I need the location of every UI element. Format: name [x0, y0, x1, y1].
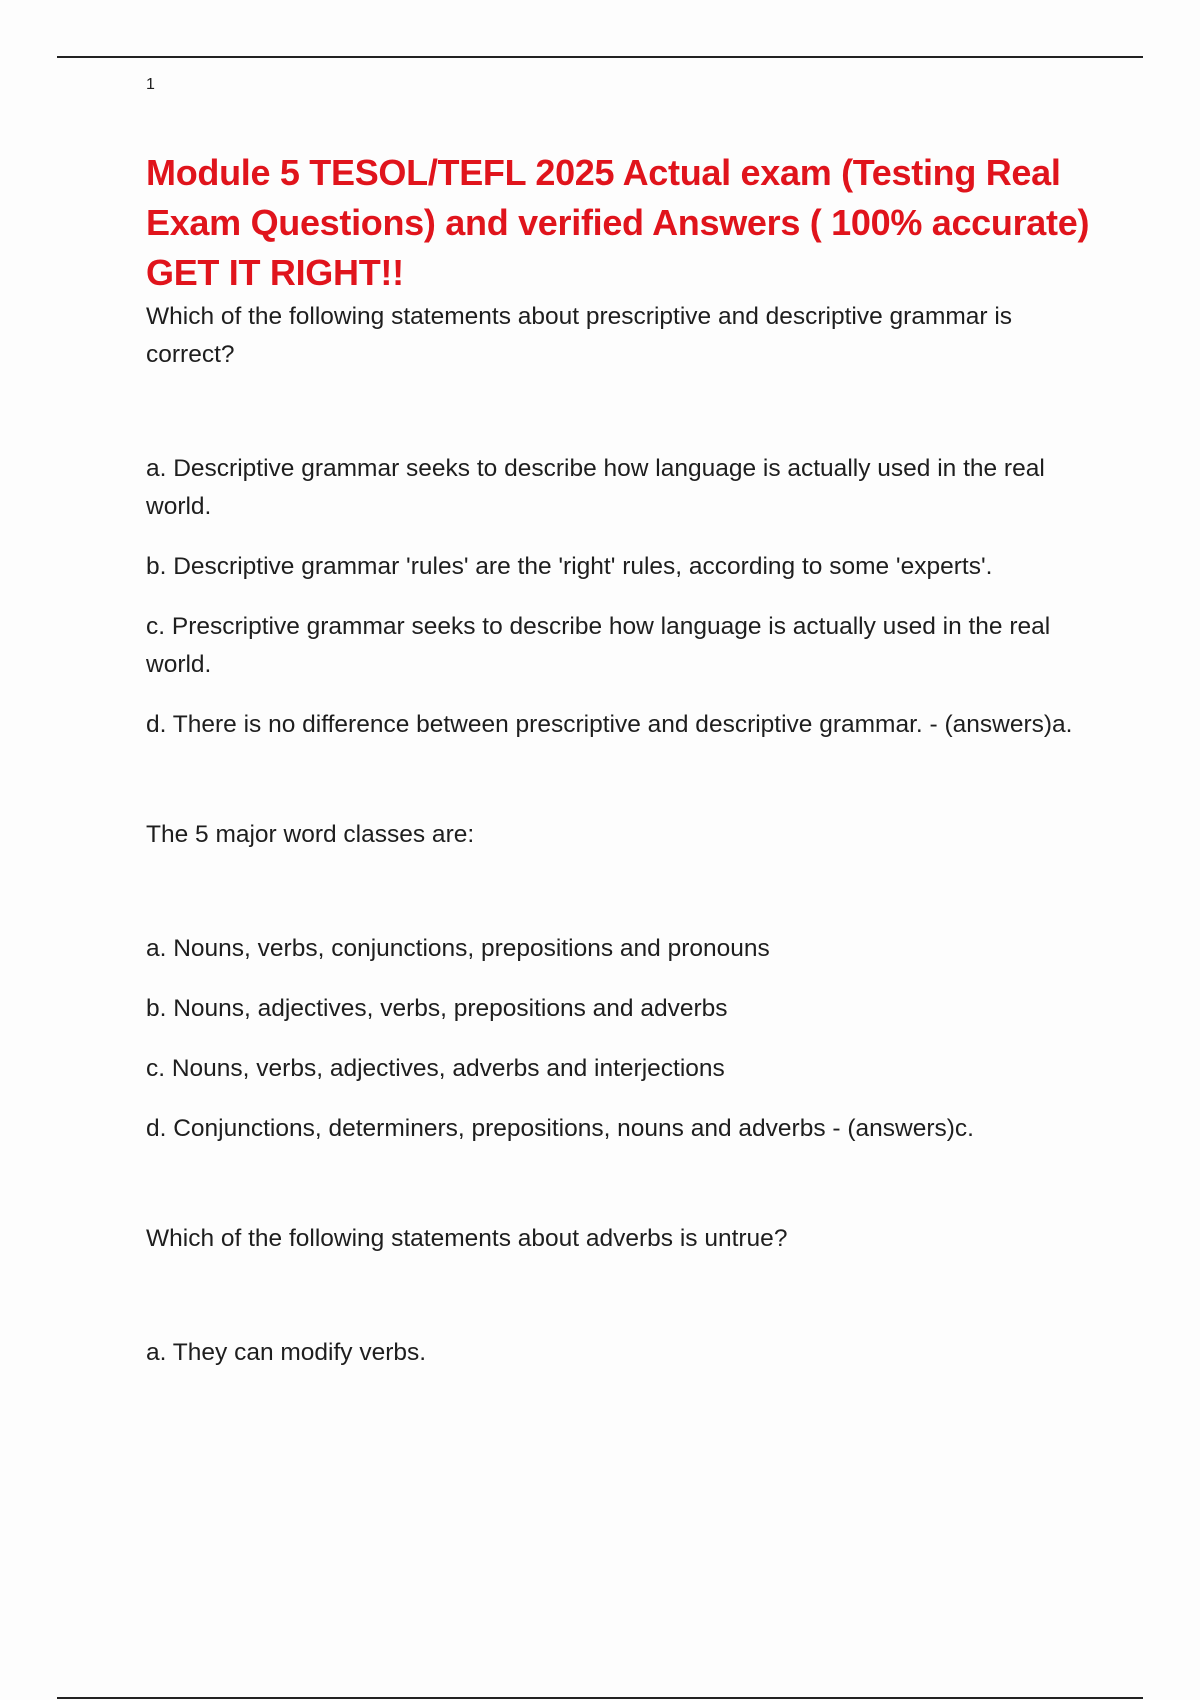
- page-number: 1: [146, 76, 155, 93]
- question-1-option-a: a. Descriptive grammar seeks to describe how language is actually used in the real world.: [146, 455, 1045, 520]
- question-2-options: [146, 930, 1096, 1148]
- question-3-options: [146, 1334, 1096, 1372]
- question-2-option-c: c. Nouns, verbs, adjectives, adverbs and interjections: [146, 1055, 725, 1082]
- question-2-prompt: The 5 major word classes are:: [146, 821, 475, 848]
- question-1-option-b: b. Descriptive grammar 'rules' are the 'right' rules, according to some 'experts'.: [146, 553, 993, 580]
- footer-rule: [57, 1697, 1143, 1699]
- document-body: [146, 148, 1096, 1394]
- question-2-option-b: b. Nouns, adjectives, verbs, prepositions and adverbs: [146, 995, 728, 1022]
- question-1-option-c: c. Prescriptive grammar seeks to describe how language is actually used in the real world.: [146, 613, 1051, 678]
- document-title: Module 5 TESOL/TEFL 2025 Actual exam (Testing Real Exam Questions) and verified Answers ( 100% accurate) GET IT RIGHT!!: [146, 152, 1090, 293]
- question-3-option-a: a. They can modify verbs.: [146, 1339, 427, 1366]
- question-2-option-a: a. Nouns, verbs, conjunctions, prepositions and pronouns: [146, 935, 770, 962]
- question-2-option-d: d. Conjunctions, determiners, prepositions, nouns and adverbs - (answers)c.: [146, 1115, 974, 1142]
- header-rule: [57, 56, 1143, 58]
- question-1-options: [146, 450, 1096, 744]
- question-1-option-d: d. There is no difference between prescriptive and descriptive grammar. - (answers)a.: [146, 711, 1073, 738]
- question-1-prompt: Which of the following statements about prescriptive and descriptive grammar is correct?: [146, 303, 1013, 368]
- question-3-prompt: Which of the following statements about adverbs is untrue?: [146, 1225, 788, 1252]
